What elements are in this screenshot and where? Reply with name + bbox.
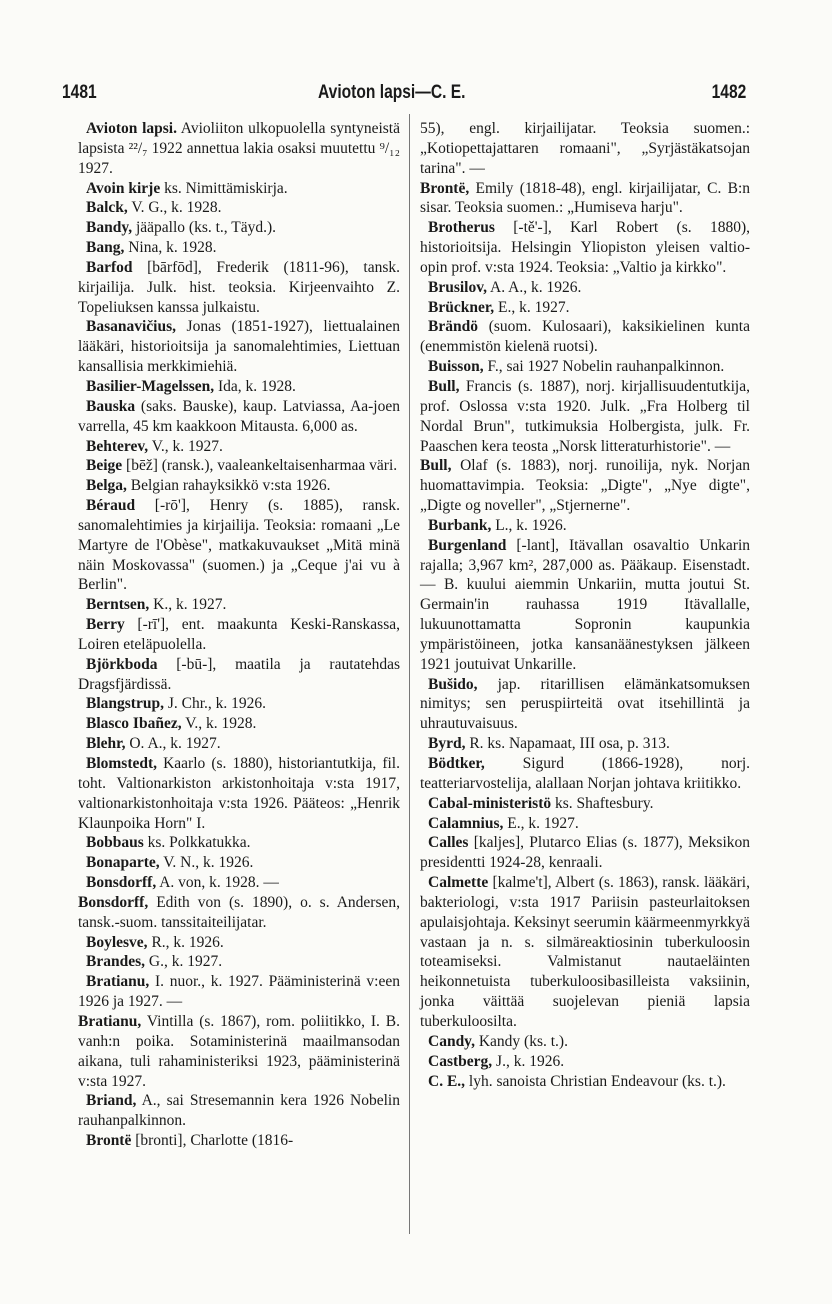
entry-body: 55), engl. kirjailijatar. Teoksia suomen.: „Kotiopettajattaren romaani", „Syrjästäkatsojan tarina". — [420, 120, 750, 177]
entry-headword: Calamnius, [428, 814, 504, 832]
entry-body: G., k. 1927. [145, 953, 223, 971]
entry-headword: Balck, [86, 199, 128, 217]
dictionary-entry [78, 615, 400, 655]
entry-body: V. N., k. 1926. [159, 854, 254, 872]
entry-body: ks. Shaftesbury. [551, 794, 654, 812]
entry-headword: Bödtker, [428, 755, 485, 772]
entry-body: [bēž] (ransk.), vaaleankeltaisenharmaa väri. [122, 457, 398, 475]
entry-body: [kalme't], Albert (s. 1863), ransk. lääkäri, bakteriologi, v:sta 1917 Pariisin pasteurlaitoksen apulaisjohtaja. Keksinyt seerumin käärmeenmyrkkyä vastaan ja n. s. silmäreaktiosinin tuberkuloosin toteamiseksi. Valmistanut nautaeläinten heikonnetuista tuberkuloosibasilleista vaksiinin, jonka väittää suojelevan pieniä lapsia tuberkuloosilta. [420, 874, 750, 1030]
dictionary-entry [78, 258, 400, 318]
entry-headword: Byrd, [428, 735, 466, 753]
entry-body: [kaljes], Plutarco Elias (s. 1877), Meksikon presidentti 1924-28, kenraali. [420, 834, 750, 872]
entry-headword: Bang, [86, 239, 125, 257]
entry-headword: Burgenland [428, 536, 507, 554]
dictionary-entry [78, 119, 400, 179]
dictionary-entry [78, 238, 400, 258]
entry-body: lyh. sanoista Christian Endeavour (ks. t.). [465, 1072, 726, 1090]
entry-body: Ida, k. 1928. [214, 377, 296, 395]
entry-headword: Brontë [86, 1132, 132, 1150]
entry-body: Emily (1818-48), engl. kirjailijatar, C. B:n sisar. Teoksia suomen.: „Humiseva harju". [420, 179, 750, 217]
dictionary-entry [420, 377, 750, 456]
entry-headword: Beige [86, 457, 123, 475]
entry-body: [-lant], Itävallan osavaltio Unkarin rajalla; 3,967 km², 287,000 as. Pääkaup. Eisenstadt. — B. kuului aiemmin Unkariin, mutta joutui St. Germain'in rauhassa 1919 Itävallalle, lukuunottamatta Sopronin kaupunkia ympäristöineen, jotka kansanäänestyksen jälkeen 1921 joutuivat Unkarille. [420, 536, 750, 673]
dictionary-entry [78, 595, 400, 615]
entry-headword: Blomstedt, [86, 755, 158, 772]
entry-body: E., k. 1927. [503, 814, 579, 832]
entry-body: Belgian rahayksikkö v:sta 1926. [126, 477, 331, 495]
entry-body: A. A., k. 1926. [487, 278, 582, 296]
entry-headword: Avioton lapsi. [86, 120, 177, 137]
entry-body: Nina, k. 1928. [124, 239, 217, 257]
entry-body: Avioliiton ulkopuolella syntyneistä lapsista ²²/₇ 1922 annettua lakia osaksi muutettu ⁹/₁₂ 1927. [78, 120, 400, 177]
entry-body: I. nuor., k. 1927. Pääministerinä v:een 1926 ja 1927. — [78, 973, 400, 1011]
dictionary-entry [78, 655, 400, 695]
dictionary-entry [78, 437, 400, 457]
dictionary-entry [420, 794, 750, 814]
dictionary-entry [420, 218, 750, 278]
dictionary-entry [78, 476, 400, 496]
entry-body: J. Chr., k. 1926. [163, 695, 267, 713]
entry-body: [-bū-], maatila ja rautatehdas Dragsfjärdissä. [78, 655, 400, 693]
dictionary-entry [78, 377, 400, 397]
entry-headword: Buisson, [428, 358, 484, 376]
entry-body: Kandy (ks. t.). [474, 1032, 568, 1050]
dictionary-entry [78, 1131, 400, 1151]
entry-body: A. von, k. 1928. — [156, 874, 279, 892]
entry-body: Sigurd (1866-1928), norj. teatteriarvostelija, alallaan Norjan johtava kriitikko. [420, 755, 750, 792]
dictionary-entry [78, 1012, 400, 1091]
entry-headword: Avoin kirje [86, 179, 161, 197]
entry-headword: Bratianu, [78, 1012, 142, 1030]
entry-body: [bronti], Charlotte (1816- [131, 1132, 294, 1150]
dictionary-entry [78, 833, 400, 853]
entry-body: Jonas (1851-1927), liettualainen lääkäri, historioitsija ja sanomalehtimies, Liettuan kansallisia merkkimiehiä. [78, 318, 400, 376]
entry-body: L., k. 1926. [491, 516, 567, 534]
page-title: Avioton lapsi—C. E. [318, 82, 466, 103]
page-number-left: 1481 [62, 82, 97, 103]
dictionary-entry [420, 357, 750, 377]
dictionary-entry [78, 218, 400, 238]
entry-body: O. A., k. 1927. [125, 735, 221, 753]
entry-body: V. G., k. 1928. [127, 199, 222, 217]
entry-body: Francis (s. 1887), norj. kirjallisuudentutkija, prof. Oslossa v:sta 1920. Julk. „Fra Holberg til Nordal Brun", tutkimuksia Holbergista, julk. Fr. Paaschen kera teosta „Norsk litteraturhistorie". — [420, 377, 750, 455]
entry-headword: Behterev, [86, 437, 149, 455]
column-divider [409, 114, 410, 1234]
dictionary-entry [420, 833, 750, 873]
dictionary-entry [420, 298, 750, 318]
entry-body: (suom. Kulosaari), kaksikielinen kunta (enemmistön kielenä ruotsi). [420, 318, 750, 356]
entry-headword: Berntsen, [86, 596, 150, 614]
entry-body: V., k. 1927. [148, 437, 223, 455]
entry-headword: Cabal-ministeristö [428, 794, 552, 812]
entry-body: jap. ritarillisen elämänkatsomuksen nimitys; sen peruspiirteitä ovat itsehillintä ja uhrautuvaisuus. [420, 675, 750, 733]
entry-headword: Calmette [428, 874, 489, 892]
entry-headword: Béraud [86, 497, 136, 515]
dictionary-entry [420, 1072, 750, 1092]
dictionary-entry [420, 516, 750, 536]
dictionary-entry [78, 754, 400, 833]
dictionary-entry [420, 814, 750, 834]
entry-headword: Blasco Ibañez, [86, 715, 182, 733]
entry-body: E., k. 1927. [494, 298, 570, 316]
entry-headword: Brückner, [428, 298, 495, 316]
entry-headword: Berry [86, 616, 125, 634]
entry-body: K., k. 1927. [149, 596, 227, 614]
entry-body: [bārfōd], Frederik (1811-96), tansk. kirjailija. Julk. hist. teoksia. Kirjeenvaihto Z. Topeliuksen kanssa julkaistu. [78, 258, 400, 316]
dictionary-entry [78, 179, 400, 199]
entry-body: Olaf (s. 1883), norj. runoilija, nyk. Norjan huomattavimpia. Teoksia: „Digte", „Nye digte", „Digte og noveller", „Stjernerne". [420, 457, 750, 515]
dictionary-entry [78, 734, 400, 754]
entry-headword: Brandes, [86, 953, 145, 971]
dictionary-entry [78, 694, 400, 714]
dictionary-entry [78, 1091, 400, 1131]
dictionary-entry [420, 754, 750, 794]
entry-headword: Blangstrup, [86, 695, 164, 713]
entry-headword: Barfod [86, 258, 133, 276]
dictionary-entry [78, 456, 400, 476]
left-column [78, 119, 400, 1151]
entry-headword: Bonaparte, [86, 854, 160, 872]
dictionary-entry [78, 933, 400, 953]
running-header [0, 82, 832, 112]
entry-headword: Blehr, [86, 735, 126, 753]
entry-headword: Candy, [428, 1032, 475, 1050]
entry-headword: Bušido, [428, 675, 478, 693]
entry-headword: Brontë, [420, 179, 470, 197]
entry-headword: Belga, [86, 477, 127, 495]
entry-headword: Briand, [86, 1092, 137, 1110]
entry-body: [-tě'-], Karl Robert (s. 1880), historioitsija. Helsingin Yliopiston yleisen valtio-opin prof. v:sta 1924. Teoksia: „Valtio ja kirkko". [420, 219, 750, 276]
entry-body: jääpallo (ks. t., Täyd.). [132, 219, 277, 237]
entry-headword: Bonsdorff, [86, 874, 157, 892]
dictionary-entry [420, 536, 750, 675]
entry-body: [-rī'], ent. maakunta Keski-Ranskassa, Loiren eteläpuolella. [78, 616, 400, 653]
entry-body: J., k. 1926. [492, 1052, 565, 1070]
entry-headword: Calles [428, 834, 469, 852]
dictionary-entry [78, 873, 400, 893]
entry-headword: Bobbaus [86, 834, 144, 852]
entry-headword: Basanavičius, [86, 318, 177, 336]
entry-headword: Björkboda [86, 655, 158, 673]
entry-body: [-rō'], Henry (s. 1885), ransk. sanomalehtimies ja kirjailija. Teoksia: romaani „Le Martyre de l'Obèse", matkakuvaukset „Mitä minä näin Moskovassa" (suomen.) ja „Ceque j'ai vu à Berlin". [78, 497, 400, 594]
entry-body: ks. Nimittämiskirja. [160, 179, 288, 197]
entry-body: A., sai Stresemannin kera 1926 Nobelin rauhanpalkinnon. [78, 1092, 400, 1130]
dictionary-entry [78, 952, 400, 972]
entry-headword: Brusilov, [428, 278, 488, 296]
entry-body: ks. Polkkatukka. [143, 834, 251, 852]
entry-headword: Brändö [428, 318, 478, 336]
dictionary-entry [420, 456, 750, 516]
entry-headword: Bauska [86, 397, 136, 415]
entry-headword: Bandy, [86, 219, 133, 237]
entry-headword: Brotherus [428, 219, 495, 237]
dictionary-entry [420, 873, 750, 1032]
entry-body: R., k. 1926. [147, 933, 224, 951]
dictionary-entry [78, 714, 400, 734]
dictionary-entry [78, 198, 400, 218]
entry-headword: Basilier-Magelssen, [86, 377, 215, 395]
entry-body: Kaarlo (s. 1880), historiantutkija, fil. toht. Valtionarkiston arkistonhoitaja v:sta 1917, valtionarkistonhoitaja v:sta 1926. Pääteos: „Henrik Klaunpoika Horn" I. [78, 755, 400, 832]
entry-body: R. ks. Napamaat, III osa, p. 313. [465, 735, 670, 753]
dictionary-entry [78, 972, 400, 1012]
entry-headword: Bull, [420, 457, 452, 475]
right-column [420, 119, 750, 1091]
entry-headword: Castberg, [428, 1052, 493, 1070]
entry-headword: Bratianu, [86, 973, 150, 991]
dictionary-entry [78, 397, 400, 437]
entry-body: Vintilla (s. 1867), rom. poliitikko, I. B. vanh:n poika. Sotaministerinä maailmansodan aikana, tuli rahaministeriksi 1923, pääministerinä v:sta 1927. [78, 1012, 400, 1090]
entry-body: F., sai 1927 Nobelin rauhanpalkinnon. [483, 358, 725, 376]
dictionary-entry [78, 853, 400, 873]
entry-body: (saks. Bauske), kaup. Latviassa, Aa-joen varrella, 45 km kaakkoon Mitausta. 6,000 as. [78, 397, 400, 435]
dictionary-entry [78, 893, 400, 933]
dictionary-entry [420, 675, 750, 735]
dictionary-entry [420, 278, 750, 298]
dictionary-entry [78, 496, 400, 595]
entry-headword: Burbank, [428, 516, 492, 534]
dictionary-entry [420, 119, 750, 179]
dictionary-entry [420, 1052, 750, 1072]
entry-headword: Bull, [428, 377, 460, 395]
entry-headword: Boylesve, [86, 933, 148, 951]
dictionary-entry [420, 734, 750, 754]
dictionary-entry [420, 179, 750, 219]
dictionary-entry [78, 317, 400, 377]
entry-headword: C. E., [428, 1072, 466, 1090]
dictionary-entry [420, 1032, 750, 1052]
entry-headword: Bonsdorff, [78, 893, 149, 911]
entry-body: V., k. 1928. [181, 715, 257, 733]
dictionary-entry [420, 317, 750, 357]
page-number-right: 1482 [711, 82, 746, 103]
entry-body: Edith von (s. 1890), o. s. Andersen, tansk.-suom. tanssitaiteilijatar. [78, 893, 400, 931]
